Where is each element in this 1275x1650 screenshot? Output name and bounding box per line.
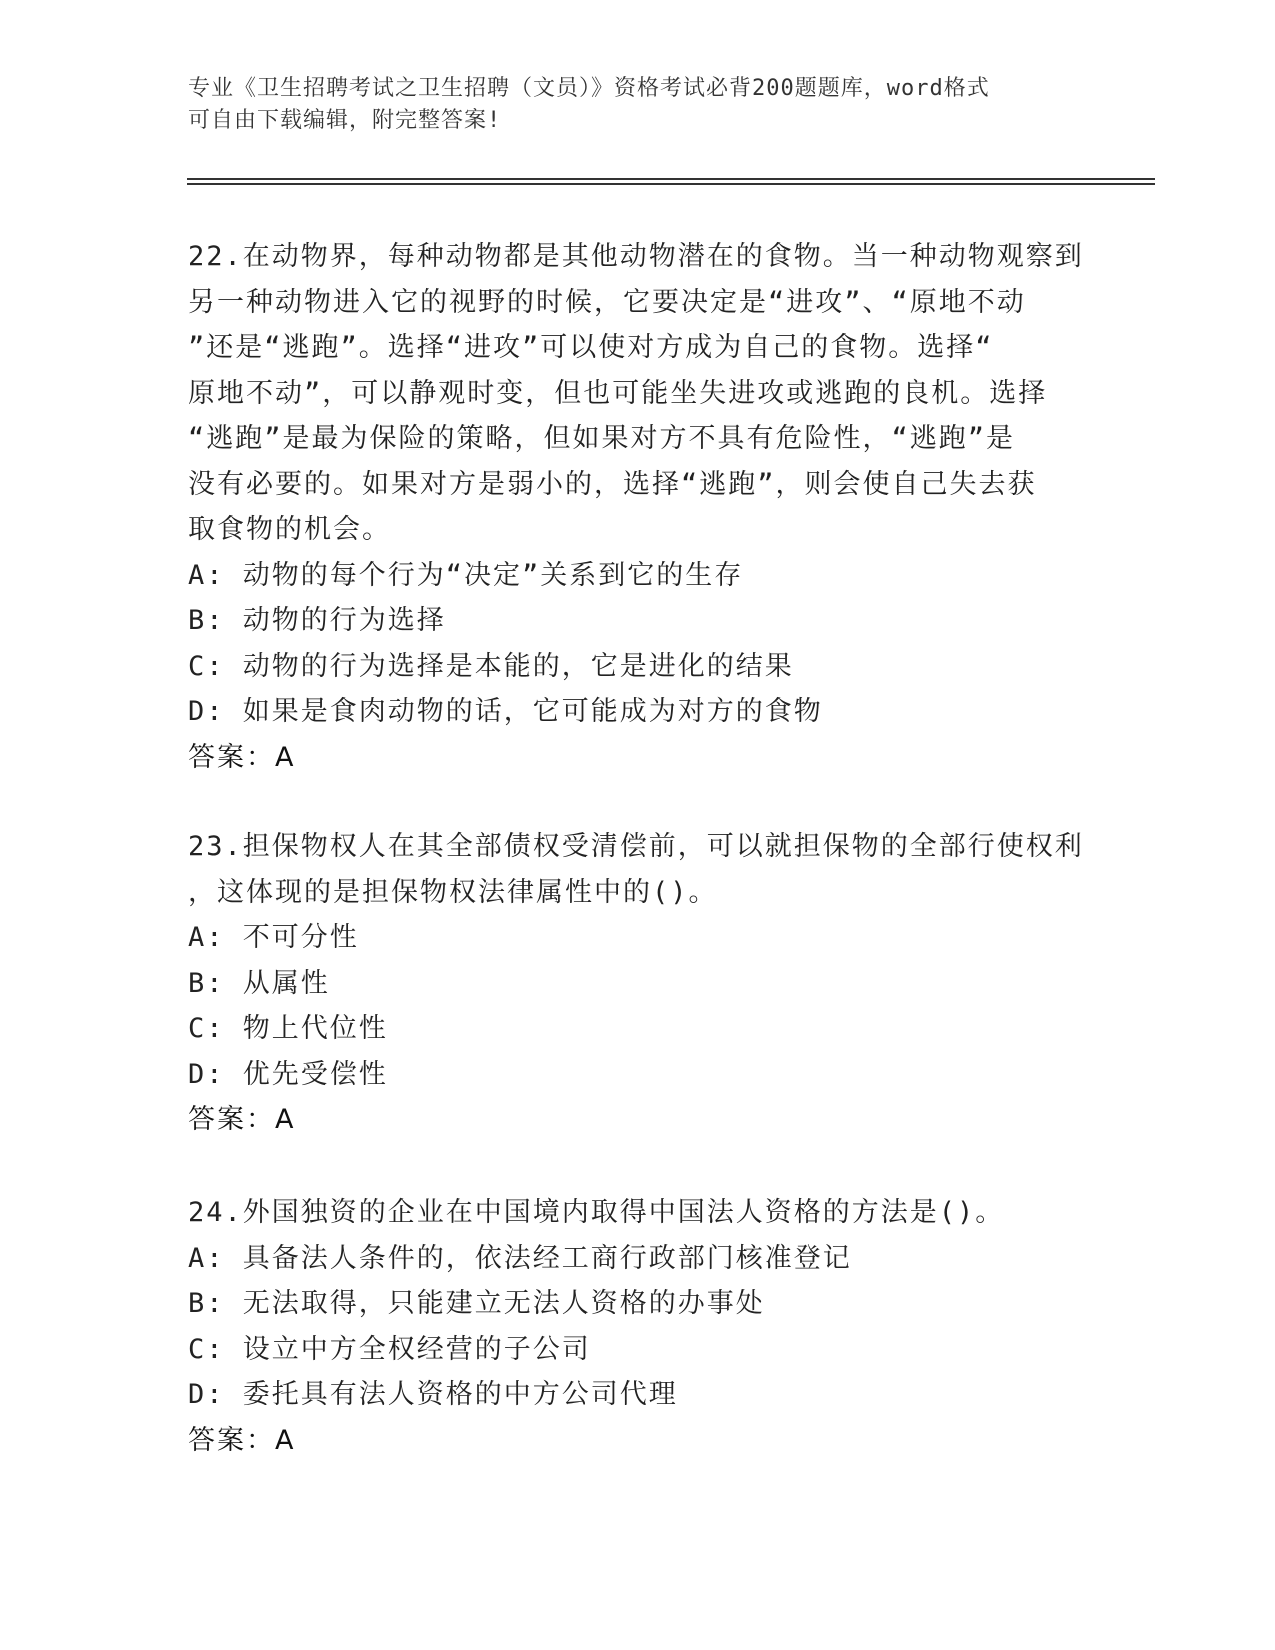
question-text-line: 没有必要的。如果对方是弱小的，选择“逃跑”，则会使自己失去获	[188, 468, 1037, 500]
header-divider-bottom	[187, 183, 1155, 185]
question-text-line: 24.外国独资的企业在中国境内取得中国法人资格的方法是()。	[188, 1197, 1005, 1228]
option-d: D: 如果是食肉动物的话，它可能成为对方的食物	[188, 696, 823, 727]
option-b: B: 无法取得，只能建立无法人资格的办事处	[188, 1288, 765, 1319]
question-text-line: ”还是“逃跑”。选择“进攻”可以使对方成为自己的食物。选择“	[188, 332, 994, 363]
question-block	[188, 1190, 1088, 1463]
question-text-line: 23.担保物权人在其全部债权受清偿前，可以就担保物的全部行使权利	[188, 831, 1084, 862]
option-a: A: 不可分性	[188, 922, 359, 953]
question-text-line: “逃跑”是最为保险的策略，但如果对方不具有危险性，“逃跑”是	[188, 423, 1016, 454]
header-line: 可自由下载编辑，附完整答案!	[188, 108, 502, 133]
option-c: C: 设立中方全权经营的子公司	[188, 1333, 591, 1365]
option-c: C: 物上代位性	[188, 1013, 388, 1044]
question-text-line: ，这体现的是担保物权法律属性中的()。	[188, 876, 718, 908]
option-a: A: 动物的每个行为“决定”关系到它的生存	[188, 559, 744, 591]
question-block	[188, 824, 1088, 1143]
header-divider-top	[187, 178, 1155, 180]
option-b: B: 动物的行为选择	[188, 605, 446, 636]
header-line: 专业《卫生招聘考试之卫生招聘（文员）》资格考试必背200题题库，word格式	[188, 76, 990, 101]
option-c: C: 动物的行为选择是本能的，它是进化的结果	[188, 650, 794, 682]
question-text-line: 取食物的机会。	[188, 514, 391, 545]
answer: 答案：A	[188, 1424, 296, 1456]
answer: 答案：A	[188, 741, 296, 773]
option-b: B: 从属性	[188, 967, 330, 999]
option-a: A: 具备法人条件的，依法经工商行政部门核准登记	[188, 1242, 852, 1274]
question-text-line: 原地不动”，可以静观时变，但也可能坐失进攻或逃跑的良机。选择	[188, 377, 1048, 409]
option-d: D: 优先受偿性	[188, 1058, 388, 1090]
answer: 答案：A	[188, 1104, 296, 1135]
question-block	[188, 234, 1088, 780]
option-d: D: 委托具有法人资格的中方公司代理	[188, 1379, 678, 1410]
document-header	[188, 73, 1068, 137]
question-text-line: 另一种动物进入它的视野的时候，它要决定是“进攻”、“原地不动	[188, 286, 1026, 318]
question-text-line: 22.在动物界，每种动物都是其他动物潜在的食物。当一种动物观察到	[188, 241, 1084, 272]
